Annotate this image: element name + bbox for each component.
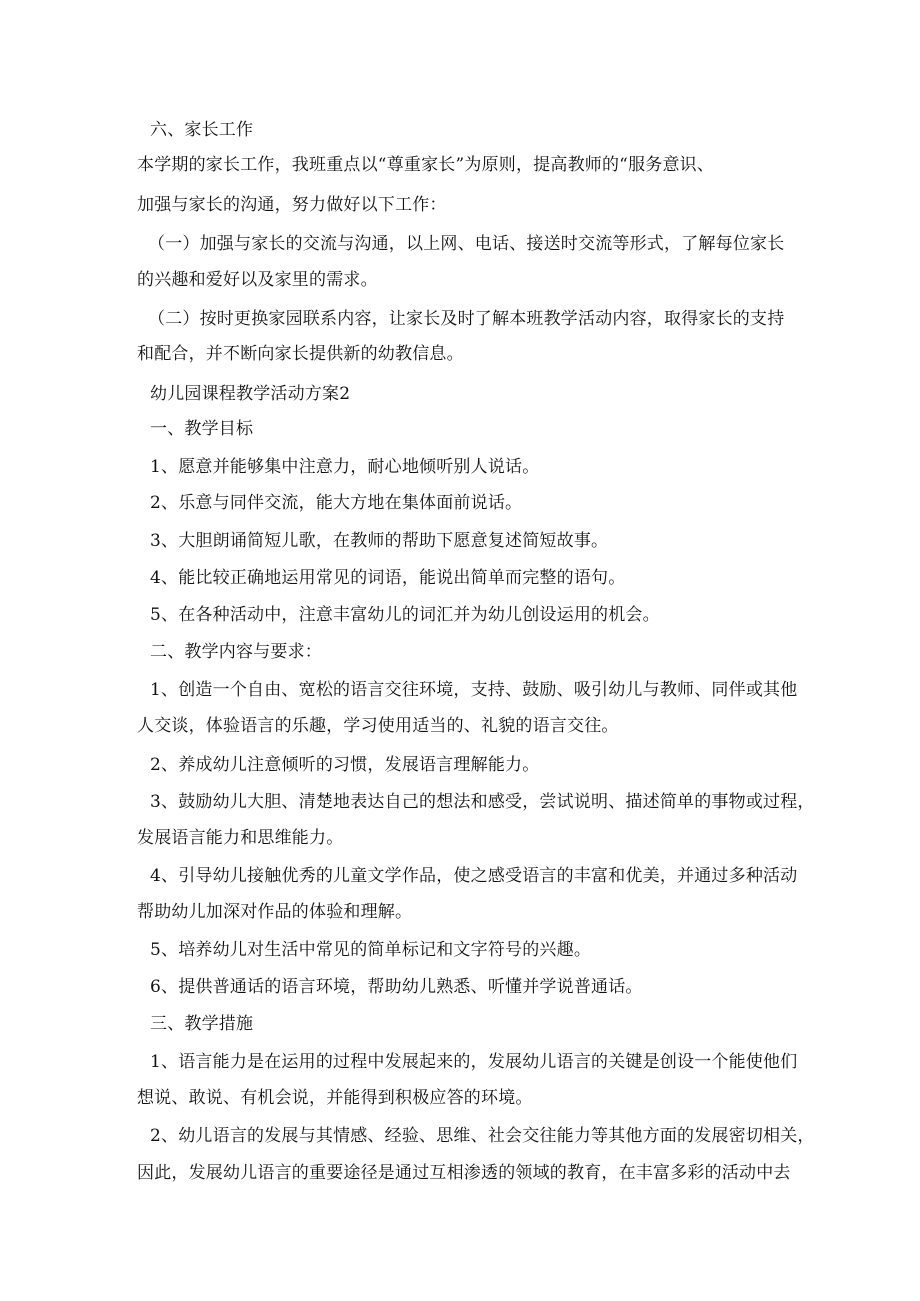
paragraph-line: 本学期的家长工作，我班重点以“尊重家长”为原则，提高教师的“服务意识、 bbox=[137, 155, 715, 175]
section-heading-teaching-goals: 一、教学目标 bbox=[150, 419, 254, 439]
paragraph-line: （二）按时更换家园联系内容，让家长及时了解本班教学活动内容，取得家长的支持 bbox=[148, 309, 785, 329]
list-item: 2、养成幼儿注意倾听的习惯，发展语言理解能力。 bbox=[150, 755, 540, 775]
list-item: 3、鼓励幼儿大胆、清楚地表达自己的想法和感受，尝试说明、描述简单的事物或过程， bbox=[150, 792, 815, 812]
paragraph-line: 和配合，并不断向家长提供新的幼教信息。 bbox=[137, 344, 464, 364]
list-item: 4、引导幼儿接触优秀的儿童文学作品，使之感受语言的丰富和优美，并通过多种活动 bbox=[150, 866, 798, 886]
list-item-continuation: 发展语言能力和思维能力。 bbox=[137, 828, 344, 848]
section-heading-content-requirements: 二、教学内容与要求： bbox=[150, 642, 322, 662]
list-item-continuation: 因此，发展幼儿语言的重要途径是通过互相渗透的领域的教育，在丰富多彩的活动中去 bbox=[137, 1163, 791, 1183]
list-item: 4、能比较正确地运用常见的词语，能说出简单而完整的语句。 bbox=[150, 568, 626, 588]
list-item: 5、在各种活动中，注意丰富幼儿的词汇并为幼儿创设运用的机会。 bbox=[150, 605, 660, 625]
paragraph-line: 的兴趣和爱好以及家里的需求。 bbox=[137, 270, 378, 290]
list-item: 1、愿意并能够集中注意力，耐心地倾听别人说话。 bbox=[150, 457, 540, 477]
list-item: 2、乐意与同伴交流，能大方地在集体面前说话。 bbox=[150, 493, 523, 513]
section-heading-plan-2: 幼儿园课程教学活动方案2 bbox=[150, 384, 351, 404]
section-heading-parent-work: 六、家长工作 bbox=[150, 120, 254, 140]
list-item: 1、创造一个自由、宽松的语言交往环境，支持、鼓励、吸引幼儿与教师、同伴或其他 bbox=[150, 680, 798, 700]
paragraph-line: （一）加强与家长的交流与沟通，以上网、电话、接送时交流等形式，了解每位家长 bbox=[148, 234, 785, 254]
list-item: 1、语言能力是在运用的过程中发展起来的，发展幼儿语言的关键是创设一个能使他们 bbox=[150, 1052, 798, 1072]
list-item: 5、培养幼儿对生活中常见的简单标记和文字符号的兴趣。 bbox=[150, 940, 592, 960]
section-heading-teaching-measures: 三、教学措施 bbox=[150, 1014, 254, 1034]
list-item: 3、大胆朗诵简短儿歌，在教师的帮助下愿意复述简短故事。 bbox=[150, 531, 609, 551]
list-item-continuation: 人交谈，体验语言的乐趣，学习使用适当的、礼貌的语言交往。 bbox=[137, 716, 619, 736]
paragraph-line: 加强与家长的沟通，努力做好以下工作： bbox=[137, 195, 447, 215]
list-item-continuation: 帮助幼儿加深对作品的体验和理解。 bbox=[137, 902, 413, 922]
list-item: 6、提供普通话的语言环境，帮助幼儿熟悉、听懂并学说普通话。 bbox=[150, 977, 643, 997]
list-item: 2、幼儿语言的发展与其情感、经验、思维、社会交往能力等其他方面的发展密切相关， bbox=[150, 1126, 815, 1146]
list-item-continuation: 想说、敢说、有机会说，并能得到积极应答的环境。 bbox=[137, 1088, 533, 1108]
